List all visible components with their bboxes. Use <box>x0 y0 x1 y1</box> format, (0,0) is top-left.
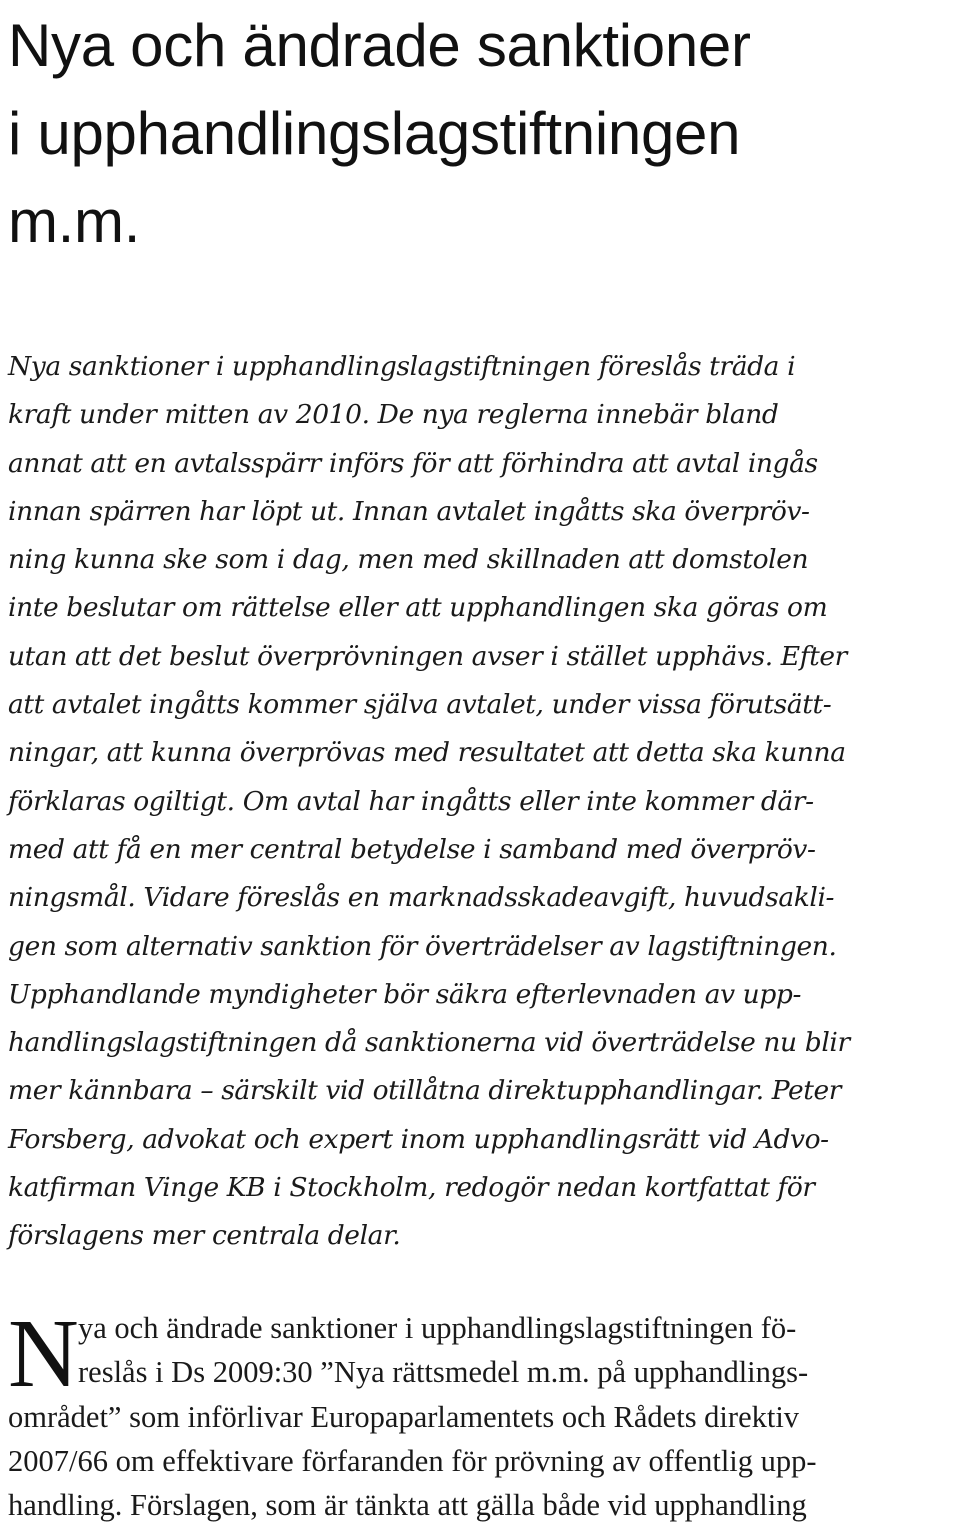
ingress-line: innan spärren har löpt ut. Innan avtalet ingåtts ska överpröv- <box>8 495 810 527</box>
ingress-line: gen som alternativ sanktion för överträdelser av lagstiftningen. <box>8 930 837 962</box>
title-line: m.m. <box>8 188 141 255</box>
ingress-line: katfirman Vinge KB i Stockholm, redogör nedan kortfattat för <box>8 1172 815 1204</box>
drop-cap: N <box>8 1300 79 1408</box>
ingress-line: Upphandlande myndigheter bör säkra efterlevnaden av upp- <box>8 978 802 1010</box>
title-line: i upphandlingslagstiftningen <box>8 100 741 167</box>
title-line: Nya och ändrade sanktioner <box>8 12 751 79</box>
ingress-line: mer kännbara – särskilt vid otillåtna direktupphandlingar. Peter <box>8 1075 842 1107</box>
ingress-line: att avtalet ingåtts kommer själva avtalet, under vissa förutsätt- <box>8 689 832 721</box>
body-line: området” som införlivar Europaparlamentets och Rådets direktiv <box>8 1399 800 1434</box>
ingress-line: utan att det beslut överprövningen avser i stället upphävs. Efter <box>8 640 847 672</box>
ingress-line: ningsmål. Vidare föreslås en marknadsskadeavgift, huvudsakli- <box>8 882 835 914</box>
article-title <box>8 2 958 266</box>
ingress-line: med att få en mer central betydelse i samband med överpröv- <box>8 833 816 865</box>
ingress-line: Forsberg, advokat och expert inom upphandlingsrätt vid Advo- <box>8 1123 829 1155</box>
article-ingress <box>8 343 958 1261</box>
ingress-line: handlingslagstiftningen då sanktionerna vid överträdelse nu blir <box>8 1027 850 1059</box>
ingress-line: Nya sanktioner i upphandlingslagstiftningen föreslås träda i <box>8 351 796 382</box>
body-line: reslås i Ds 2009:30 ”Nya rättsmedel m.m. på upphandlings- <box>78 1355 809 1390</box>
ingress-line: annat att en avtalsspärr införs för att förhindra att avtal ingås <box>8 447 818 479</box>
ingress-line: kraft under mitten av 2010. De nya reglerna innebär bland <box>8 399 779 431</box>
body-line: ya och ändrade sanktioner i upphandlingslagstiftningen fö- <box>78 1311 797 1345</box>
ingress-line: inte beslutar om rättelse eller att upphandlingen ska göras om <box>8 592 828 624</box>
ingress-line: förslagens mer centrala delar. <box>8 1220 401 1252</box>
article-body <box>8 1300 958 1527</box>
body-line: 2007/66 om effektivare förfaranden för prövning av offentlig upp- <box>8 1443 817 1478</box>
ingress-line: förklaras ogiltigt. Om avtal har ingåtts eller inte kommer där- <box>8 785 814 817</box>
ingress-line: ning kunna ske som i dag, men med skillnaden att domstolen <box>8 544 809 576</box>
body-line: handling. Förslagen, som är tänkta att gälla både vid upphandling <box>8 1488 807 1523</box>
ingress-line: ningar, att kunna överprövas med resultatet att detta ska kunna <box>8 737 846 769</box>
